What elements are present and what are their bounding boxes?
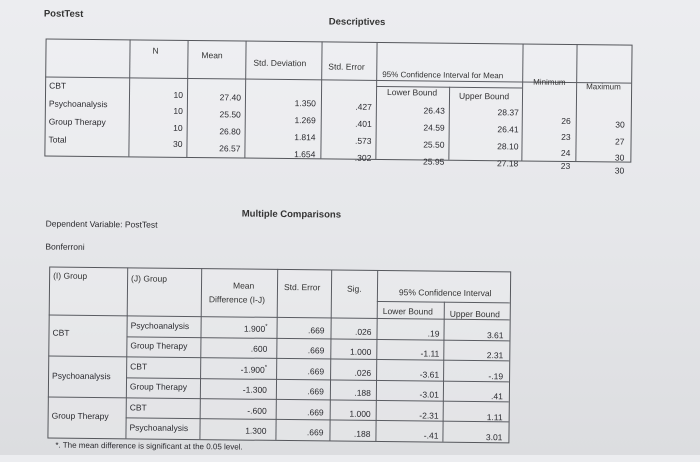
i-group-label: Group Therapy — [51, 410, 109, 422]
cell-std-deviation: 1.269 — [294, 115, 316, 126]
col-maximum-header: Maximum — [586, 82, 621, 92]
cell-std-deviation: 1.814 — [294, 132, 316, 143]
cell-lower-bound: 24.59 — [423, 122, 445, 133]
cell-mean: 26.57 — [219, 143, 241, 154]
dependent-variable-label: Dependent Variable: PostTest — [45, 218, 158, 230]
cell-upper-bound: 3.61 — [486, 330, 504, 341]
cell-lower-bound: -1.11 — [420, 348, 440, 359]
col-mean-header: Mean — [201, 50, 223, 61]
col-ci-header: 95% Confidence Interval for Mean — [382, 70, 504, 81]
cell-mean-difference: -.600 — [247, 405, 267, 416]
j-group-label: CBT — [129, 402, 147, 413]
cell-mean-difference: -1.900* — [240, 364, 268, 375]
col-n-header: N — [152, 45, 159, 56]
col-std-error-header: Std. Error — [328, 61, 365, 72]
cell-std-error: .669 — [307, 325, 325, 336]
col-std-error-header: Std. Error — [283, 281, 321, 293]
j-group-label: Psychoanalysis — [130, 320, 190, 331]
cell-std-error: .427 — [355, 101, 372, 112]
cell-upper-bound: 2.31 — [486, 350, 504, 361]
cell-mean-difference: 1.300 — [245, 425, 267, 436]
j-group-label: CBT — [130, 361, 148, 372]
descriptives-title: Descriptives — [328, 16, 386, 29]
cell-std-error: .669 — [307, 366, 325, 377]
cell-minimum: 23 — [560, 160, 571, 171]
col-minimum-header: Minimum — [533, 77, 566, 87]
col-mean-difference-header: Mean — [232, 280, 255, 291]
cell-maximum: 30 — [614, 165, 625, 176]
cell-mean: 26.80 — [219, 126, 241, 137]
cell-mean-difference: .600 — [250, 343, 268, 354]
footnote: *. The mean difference is significant at the 0.05 level. — [55, 440, 243, 452]
col-j-group-header: (J) Group — [131, 273, 168, 284]
cell-maximum: 30 — [614, 152, 625, 163]
multiple-comparisons-title: Multiple Comparisons — [241, 208, 342, 221]
cell-n: 10 — [173, 89, 184, 100]
j-group-label: Psychoanalysis — [129, 422, 189, 433]
cell-std-error: .302 — [354, 152, 372, 163]
dataset-label: PostTest — [43, 8, 84, 20]
cell-mean-difference: -1.300 — [242, 384, 267, 395]
row-label: Total — [48, 134, 67, 145]
cell-upper-bound: 3.01 — [485, 432, 503, 443]
cell-upper-bound: 1.11 — [486, 412, 503, 423]
cell-minimum: 24 — [560, 147, 571, 158]
cell-minimum: 23 — [561, 131, 571, 142]
cell-std-error: .669 — [307, 345, 325, 356]
cell-std-error: .669 — [306, 427, 324, 438]
i-group-label: Psychoanalysis — [52, 370, 111, 382]
cell-lower-bound: -2.31 — [419, 410, 439, 421]
cell-lower-bound: .19 — [427, 328, 440, 339]
cell-maximum: 30 — [615, 119, 625, 130]
cell-sig: .026 — [354, 326, 372, 337]
cell-std-error: .669 — [307, 407, 324, 418]
col-mean-difference-header-2: Difference (I-J) — [208, 294, 265, 305]
cell-mean-difference: 1.900* — [243, 323, 268, 334]
cell-lower-bound: -.41 — [423, 430, 439, 441]
cell-lower-bound: 25.95 — [422, 156, 445, 167]
i-group-label: CBT — [52, 327, 70, 338]
col-sig-header: Sig. — [346, 283, 362, 294]
cell-minimum: 26 — [561, 115, 571, 126]
cell-std-error: .669 — [307, 386, 324, 397]
cell-maximum: 27 — [615, 136, 625, 147]
cell-sig: 1.000 — [350, 346, 372, 357]
cell-upper-bound: 28.10 — [497, 141, 519, 152]
cell-sig: .188 — [354, 387, 371, 398]
col-std-deviation-header: Std. Deviation — [253, 57, 307, 69]
cell-n: 30 — [172, 138, 183, 149]
cell-sig: .188 — [353, 428, 371, 439]
cell-std-error: .401 — [355, 118, 372, 129]
cell-mean: 27.40 — [219, 92, 242, 103]
method-label: Bonferroni — [45, 241, 85, 252]
cell-lower-bound: -3.01 — [419, 389, 439, 400]
cell-upper-bound: 26.41 — [497, 124, 519, 135]
col-upper-bound-header: Upper Bound — [449, 308, 500, 320]
cell-n: 10 — [173, 122, 183, 133]
cell-upper-bound: .41 — [490, 391, 503, 402]
col-ci-header: 95% Confidence Interval — [398, 287, 492, 299]
significance-star: * — [264, 364, 268, 371]
row-label: Group Therapy — [48, 116, 106, 128]
cell-upper-bound: 28.37 — [497, 107, 519, 118]
cell-sig: 1.000 — [349, 408, 371, 419]
row-label: Psychoanalysis — [48, 98, 108, 110]
cell-upper-bound: -.19 — [488, 371, 504, 382]
j-group-label: Group Therapy — [129, 381, 188, 392]
cell-std-deviation: 1.654 — [294, 149, 316, 160]
cell-lower-bound: 26.43 — [423, 105, 445, 116]
col-lower-bound-header: Lower Bound — [382, 306, 433, 317]
col-i-group-header: (I) Group — [53, 270, 88, 281]
col-lower-bound-header: Lower Bound — [387, 87, 438, 98]
cell-lower-bound: 25.50 — [423, 139, 445, 150]
cell-mean: 25.50 — [219, 109, 241, 120]
j-group-label: Group Therapy — [130, 340, 188, 351]
col-upper-bound-header: Upper Bound — [458, 90, 510, 102]
cell-sig: .026 — [354, 367, 372, 378]
significance-star: * — [265, 323, 268, 330]
cell-std-error: .573 — [354, 135, 372, 146]
cell-std-deviation: 1.350 — [294, 98, 316, 109]
cell-lower-bound: -3.61 — [419, 369, 440, 380]
row-label: CBT — [49, 80, 67, 91]
cell-n: 10 — [173, 105, 183, 116]
cell-upper-bound: 27.18 — [496, 158, 519, 169]
